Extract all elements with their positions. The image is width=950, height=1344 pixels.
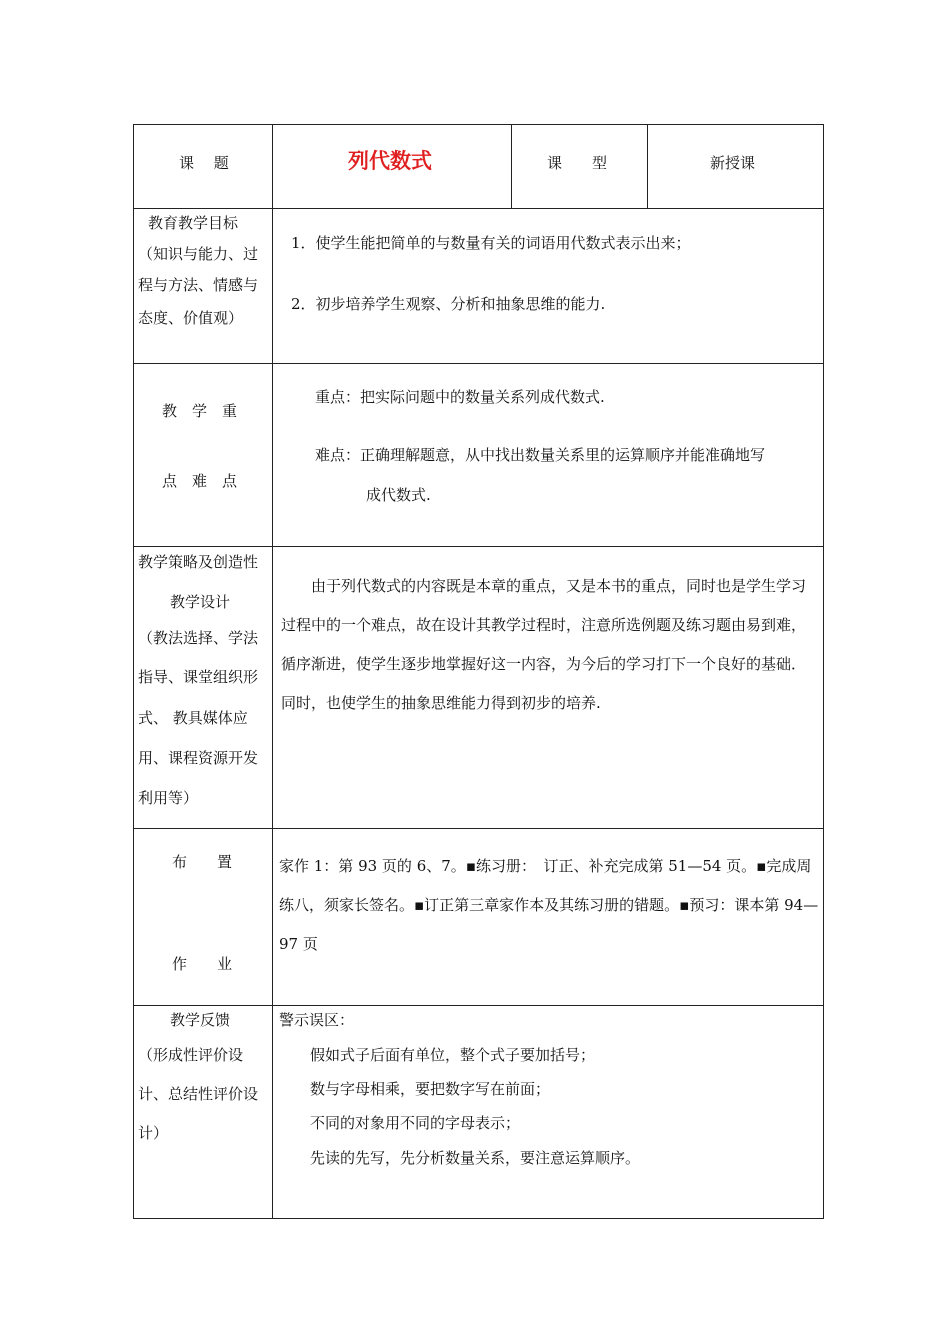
type-value-cell bbox=[648, 125, 824, 209]
feedback-item-4: 先读的先写，先分析数量关系，要注意运算顺序。 bbox=[310, 1149, 641, 1167]
label-key-points-cell bbox=[134, 364, 273, 547]
label-goals-line-3: 程与方法、情感与 bbox=[138, 276, 259, 294]
label-key-points-line-1: 教 学 重 bbox=[162, 402, 238, 420]
label-strategy-line-2: 教学设计 bbox=[170, 593, 231, 611]
label-strategy-line-7: 利用等） bbox=[138, 789, 199, 807]
key-point: 重点：把实际问题中的数量关系列成代数式. bbox=[315, 388, 605, 406]
label-feedback-line-4: 计） bbox=[138, 1124, 169, 1142]
feedback-item-1: 假如式子后面有单位，整个式子要加括号； bbox=[310, 1046, 596, 1064]
label-homework-cell bbox=[134, 829, 273, 1006]
label-goals-line-2: （知识与能力、过 bbox=[138, 245, 259, 263]
row-feedback bbox=[134, 1006, 824, 1219]
feedback-item-2: 数与字母相乘，要把数字写在前面； bbox=[310, 1080, 551, 1098]
label-strategy-line-4: 指导、课堂组织形 bbox=[138, 668, 259, 686]
homework-content-cell bbox=[273, 829, 824, 1006]
row-homework bbox=[134, 829, 824, 1006]
row-strategy bbox=[134, 547, 824, 829]
difficult-point-continued: 成代数式. bbox=[366, 486, 431, 504]
strategy-content-cell bbox=[273, 547, 824, 829]
feedback-heading: 警示误区： bbox=[279, 1011, 355, 1029]
goal-item-1: 1．使学生能把简单的与数量有关的词语用代数式表示出来； bbox=[291, 234, 691, 252]
row-topic bbox=[134, 125, 824, 209]
goal-item-2: 2．初步培养学生观察、分析和抽象思维的能力. bbox=[291, 295, 606, 313]
label-key-points-line-2: 点 难 点 bbox=[162, 472, 238, 490]
label-goals-cell bbox=[134, 209, 273, 364]
row-goals bbox=[134, 209, 824, 364]
lesson-title: 列代数式 bbox=[348, 149, 432, 173]
label-lesson-type: 课 型 bbox=[547, 154, 608, 172]
label-goals-line-1: 教育教学目标 bbox=[148, 214, 239, 232]
label-strategy-line-3: （教法选择、学法 bbox=[138, 629, 259, 647]
label-topic: 课 题 bbox=[179, 154, 229, 172]
label-homework-line-1: 布 置 bbox=[172, 853, 233, 871]
homework-text: 家作 1：第 93 页的 6、7。▪练习册： 订正、补充完成第 51—54 页。▪完成周练八，须家长签名。▪订正第三章家作本及其练习册的错题。▪预习：课本第 94—97 页 bbox=[279, 857, 819, 953]
difficult-point: 难点：正确理解题意，从中找出数量关系里的运算顺序并能准确地写 bbox=[315, 446, 766, 464]
label-feedback-line-3: 计、总结性评价设 bbox=[138, 1085, 259, 1103]
key-points-content-cell bbox=[273, 364, 824, 547]
label-feedback-line-2: （形成性评价设 bbox=[138, 1046, 244, 1064]
topic-value-cell bbox=[273, 125, 512, 209]
label-feedback-line-1: 教学反馈 bbox=[170, 1011, 231, 1029]
row-key-points bbox=[134, 364, 824, 547]
label-homework-line-2: 作 业 bbox=[172, 955, 233, 973]
label-type-cell bbox=[512, 125, 648, 209]
label-strategy-line-6: 用、课程资源开发 bbox=[138, 749, 259, 767]
lesson-type-value: 新授课 bbox=[710, 154, 756, 172]
goals-content-cell bbox=[273, 209, 824, 364]
lesson-plan-table bbox=[133, 124, 824, 1219]
feedback-content-cell bbox=[273, 1006, 824, 1219]
label-strategy-line-5: 式、 教具媒体应 bbox=[138, 709, 248, 727]
strategy-paragraph: 由于列代数式的内容既是本章的重点，又是本书的重点，同时也是学生学习过程中的一个难点，故在设计其教学过程时，注意所选例题及练习题由易到难，循序渐进，使学生逐步地掌握好这一内容，为今后的学习打下一个良好的基础．同时，也使学生的抽象思维能力得到初步的培养. bbox=[281, 577, 807, 712]
feedback-item-3: 不同的对象用不同的字母表示； bbox=[310, 1114, 521, 1132]
label-goals-line-4: 态度、价值观） bbox=[138, 309, 244, 327]
label-strategy-line-1: 教学策略及创造性 bbox=[138, 553, 259, 571]
label-topic-cell bbox=[134, 125, 273, 209]
label-strategy-cell bbox=[134, 547, 273, 829]
label-feedback-cell bbox=[134, 1006, 273, 1219]
